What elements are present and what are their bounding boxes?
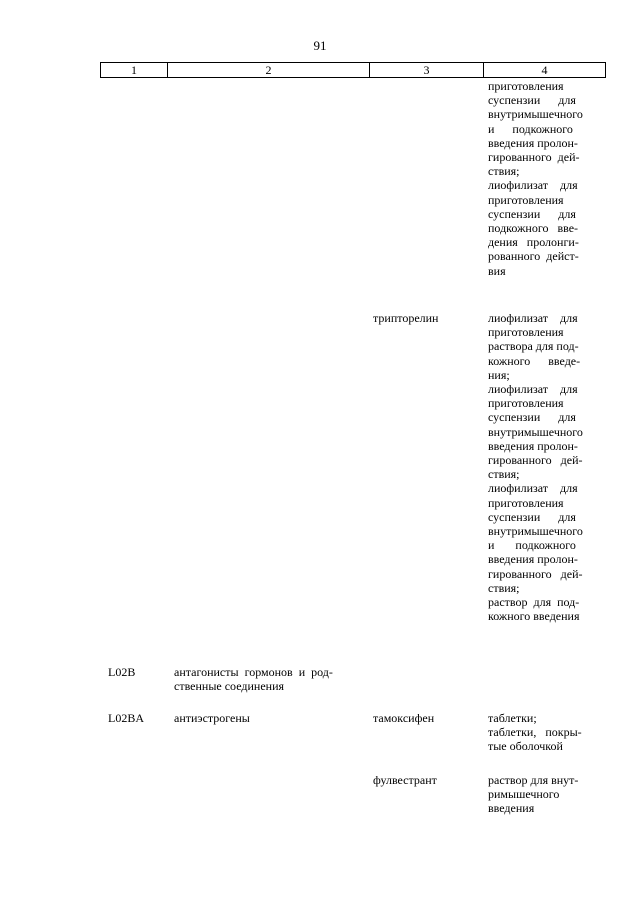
column-header-3: 3 (370, 63, 484, 78)
group-name-l02b: антагонисты гормонов и род- ственные соединения (174, 665, 333, 694)
column-header-4: 4 (484, 63, 606, 78)
page-number: 91 (313, 38, 327, 53)
drug-name-fulvestrant: фулвестрант (373, 773, 437, 787)
atc-code-l02ba: L02BA (108, 711, 144, 725)
column-header-1: 1 (101, 63, 168, 78)
drug-name-triptorelin: трипторелин (373, 311, 439, 325)
table-header (100, 62, 606, 78)
drug-name-tamoxifen: тамоксифен (373, 711, 435, 725)
column-header-2: 2 (168, 63, 370, 78)
dosage-forms-tamoxifen: таблетки; таблетки, покры- тые оболочкой (488, 711, 582, 754)
group-name-l02ba: антиэстрогены (174, 711, 250, 725)
dosage-forms-triptorelin: лиофилизат для приготовления раствора для под- кожного введе- ния; лиофилизат для приготовления суспензии для внутримышечного введения пролон- гированного дей- ствия; лиофилизат для приготовления суспензии для внутримышечного и подкожного введения пролон- гированного дей- ствия; раствор для под- кожного введения (488, 311, 583, 624)
continued-dosage-forms: приготовления суспензии для внутримышечного и подкожного введения пролон- гированного дей- ствия; лиофилизат для приготовления суспензии для подкожного вве- дения пролонги- рованного дейст- вия (488, 79, 583, 278)
atc-code-l02b: L02B (108, 665, 136, 679)
dosage-forms-fulvestrant: раствор для внут- римышечного введения (488, 773, 579, 816)
